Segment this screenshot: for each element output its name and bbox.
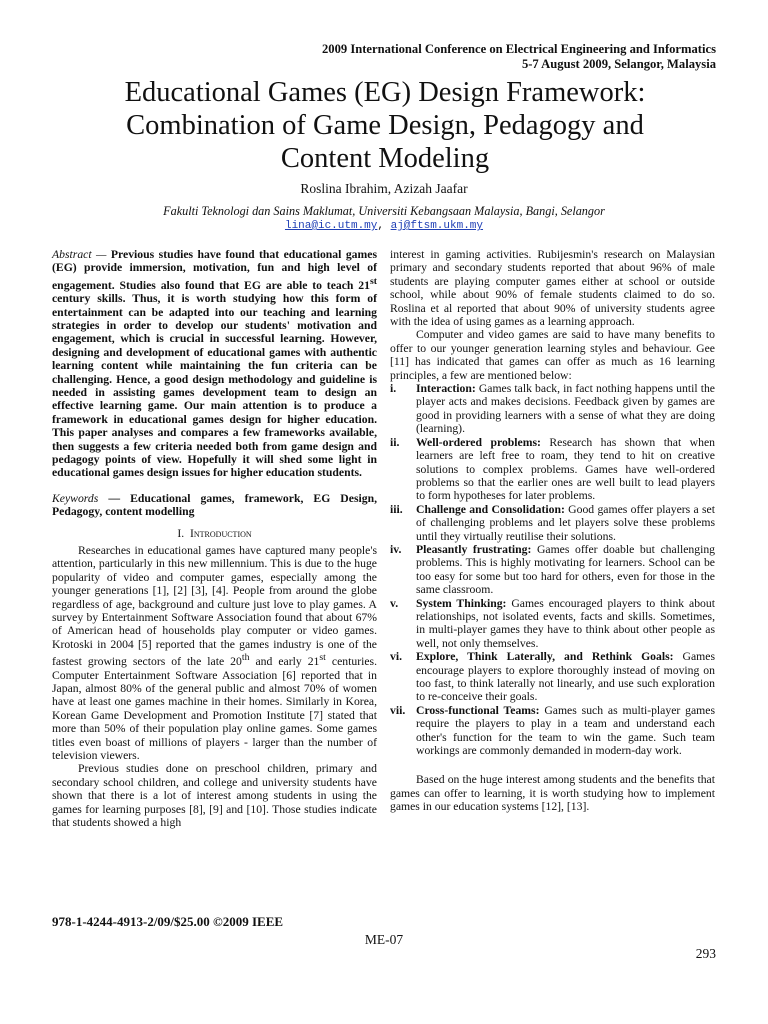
title-line-2: Combination of Game Design, Pedagogy and [126, 110, 644, 141]
list-item-text: Games such as multi-player games require the players to play in a team and understand each other's function for the team to win the game. Such team workings are commonly demanded in modern-day work. [416, 703, 715, 758]
email-link-2[interactable]: aj@ftsm.ukm.my [390, 220, 484, 232]
intro-paragraph-1 [52, 544, 377, 762]
abstract [52, 248, 377, 480]
list-item-text: Good games offer players a set of challenging problems and let players solve these problems until they virtually reutilise their solutions. [416, 502, 715, 543]
conference-dates: 5-7 August 2009, Selangor, Malaysia [521, 57, 716, 71]
list-item-text: Research has shown that when learners are left free to roam, they tend to hit on creative solutions to complex problems. Games have well-ordered problems so that the earlier ones are well built to lead players to form hypotheses for later problems. [416, 435, 715, 503]
abstract-sup: st [369, 275, 377, 287]
list-item-number: vii. [390, 703, 406, 717]
list-item [390, 543, 715, 597]
list-item [390, 436, 715, 503]
list-item-number: vi. [390, 650, 403, 664]
intro-p1-sup-th: th [241, 652, 250, 664]
intro-p1-text-b: and early 21 [249, 655, 320, 669]
list-item-number: v. [390, 596, 399, 610]
list-item-number: ii. [390, 435, 400, 449]
right-paragraph-2: Computer and video games are said to have many benefits to offer to our younger generation learning styles and behaviour. Gee [11] has indicated that games can offer as much as 16 learning principles, a few are mentioned below: [390, 328, 715, 382]
list-item-term: System Thinking: [416, 596, 507, 610]
list-item [390, 382, 715, 436]
right-paragraph-3: Based on the huge interest among students and the benefits that games can offer to learning, it is worth studying how to implement games in our education systems [12], [13]. [390, 773, 715, 814]
intro-p1-sup-st: st [319, 652, 326, 664]
keywords-label: Keywords [52, 491, 99, 505]
list-item-term: Challenge and Consolidation: [416, 502, 565, 516]
intro-paragraph-2: Previous studies done on preschool children, primary and secondary school children, and college and university students have shown that there is a lot of interest among students in using the games for learning purposes [8], [9] and [10]. Those studies indicate that students showed a high [52, 762, 377, 830]
intro-p1-text-a: Researches in educational games have captured many people's attention, particularly in this new millennium. This is due to the huge popularity of video and computer games, especially among the younger generations [1], [2] [3], [4]. People from around the globe regardless of age, background and culture just love to play games. A survey by Entertainment Software Association found that about 67% of American head of households play computer or video games. Krotoski in 2004 [5] reported that the games industry is one of the fastest growing sectors of the late 20 [52, 544, 377, 669]
list-item-term: Cross-functional Teams: [416, 703, 540, 717]
section-heading-introduction [52, 527, 377, 540]
section-title: Introduction [190, 526, 252, 540]
abstract-label: Abstract — [52, 248, 107, 261]
conference-name: 2009 International Conference on Electrical Engineering and Informatics [322, 42, 716, 56]
list-item-number: i. [390, 382, 397, 396]
page-number: 293 [695, 946, 716, 961]
abstract-text-2: century skills. Thus, it is worth studying how this form of entertainment can be adapted into our teaching and learning strategies in order to develop our students' motivation and engagement, which is crucial in successful learning. However, designing and development of educational games with authentic learning content while maintaining the fun criteria can be challenging. Hence, a good design methodology and guideline is needed in assisting games development team to design an effective learning game. Our main attention is to produce a framework in educational games design for higher education. This paper analyses and compares a few frameworks available, then suggests a few criteria needed both from game design and pedagogy points of view. Hopefully it will shed some light in educational games design issues for higher education students. [52, 292, 377, 480]
list-item-term: Explore, Think Laterally, and Rethink Goals: [416, 650, 674, 664]
keywords [52, 492, 377, 519]
list-item-text: Games talk back, in fact nothing happens until the player acts and makes decisions. Feedback given by games are good in providing learners with a sense of what they are doing (learning). [416, 382, 715, 436]
list-item-term: Well-ordered problems: [416, 435, 541, 449]
title-line-3: Content Modeling [280, 143, 490, 174]
list-item-number: iv. [390, 542, 402, 556]
conference-header [322, 42, 716, 72]
affiliation: Fakulti Teknologi dan Sains Maklumat, Universiti Kebangsaan Malaysia, Bangi, Selangor [163, 204, 605, 218]
list-item [390, 597, 715, 651]
learning-principles-list [390, 382, 715, 757]
right-paragraph-1: interest in gaming activities. Rubijesmin's research on Malaysian primary and secondary students reported that about 96% of male students are playing computer games either at school or outside school, while about 90% of female students claimed to do so. Roslina et al reported that about 90% of university students agree with the idea of using games as a learning approach. [390, 248, 715, 329]
isbn-copyright: 978-1-4244-4913-2/09/$25.00 ©2009 IEEE [52, 914, 284, 929]
abstract-text-1: Previous studies have found that educational games (EG) provide immersion, motivation, fun and high level of engagement. Studies also found that EG are able to teach 21 [52, 248, 378, 292]
email-link-1[interactable]: lina@ic.utm.my [284, 220, 378, 232]
right-column [390, 248, 715, 814]
author-emails: lina@ic.utm.my, aj@ftsm.ukm.my [284, 220, 484, 232]
paper-code: ME-07 [364, 932, 404, 947]
intro-p1-text-c: centuries. Computer Entertainment Software Association [6] reported that in Japan, almost 80% of the general public and almost 70% of women have at least one games machine in their homes. Similarly in Korea, Korean Game Development and Promotion Institute [7] stated that more than 50% of their population play online games. Some games titles even boast of millions of players - larger than the number of television viewers. [52, 655, 378, 762]
list-item-text: Games encourage players to explore thoroughly instead of moving on too fast, to think laterally not linearly, and use such exploration to re-conceive their goals. [416, 650, 715, 704]
list-item [390, 650, 715, 704]
list-item-text: Games offer doable but challenging problems. This is highly motivating for learners. School can be too easy for some but too hard for others, even for those in the same classroom. [416, 542, 716, 597]
section-number: I. [177, 526, 185, 540]
paper-title [60, 76, 710, 175]
left-column [52, 248, 377, 829]
keywords-text: — Educational games, framework, EG Design, Pedagogy, content modelling [52, 491, 377, 519]
authors: Roslina Ibrahim, Azizah Jaafar [300, 181, 468, 196]
title-line-1: Educational Games (EG) Design Framework: [124, 77, 646, 108]
list-item-term: Interaction: [416, 382, 476, 396]
list-item [390, 503, 715, 543]
list-item-term: Pleasantly frustrating: [416, 542, 532, 556]
list-item-number: iii. [390, 502, 403, 516]
list-item-text: Games encouraged players to think about relationships, not isolated events, facts and skills. Sometimes, in multi-player games they have to think about other people as well, not only themselves. [416, 596, 715, 650]
list-item [390, 704, 715, 758]
